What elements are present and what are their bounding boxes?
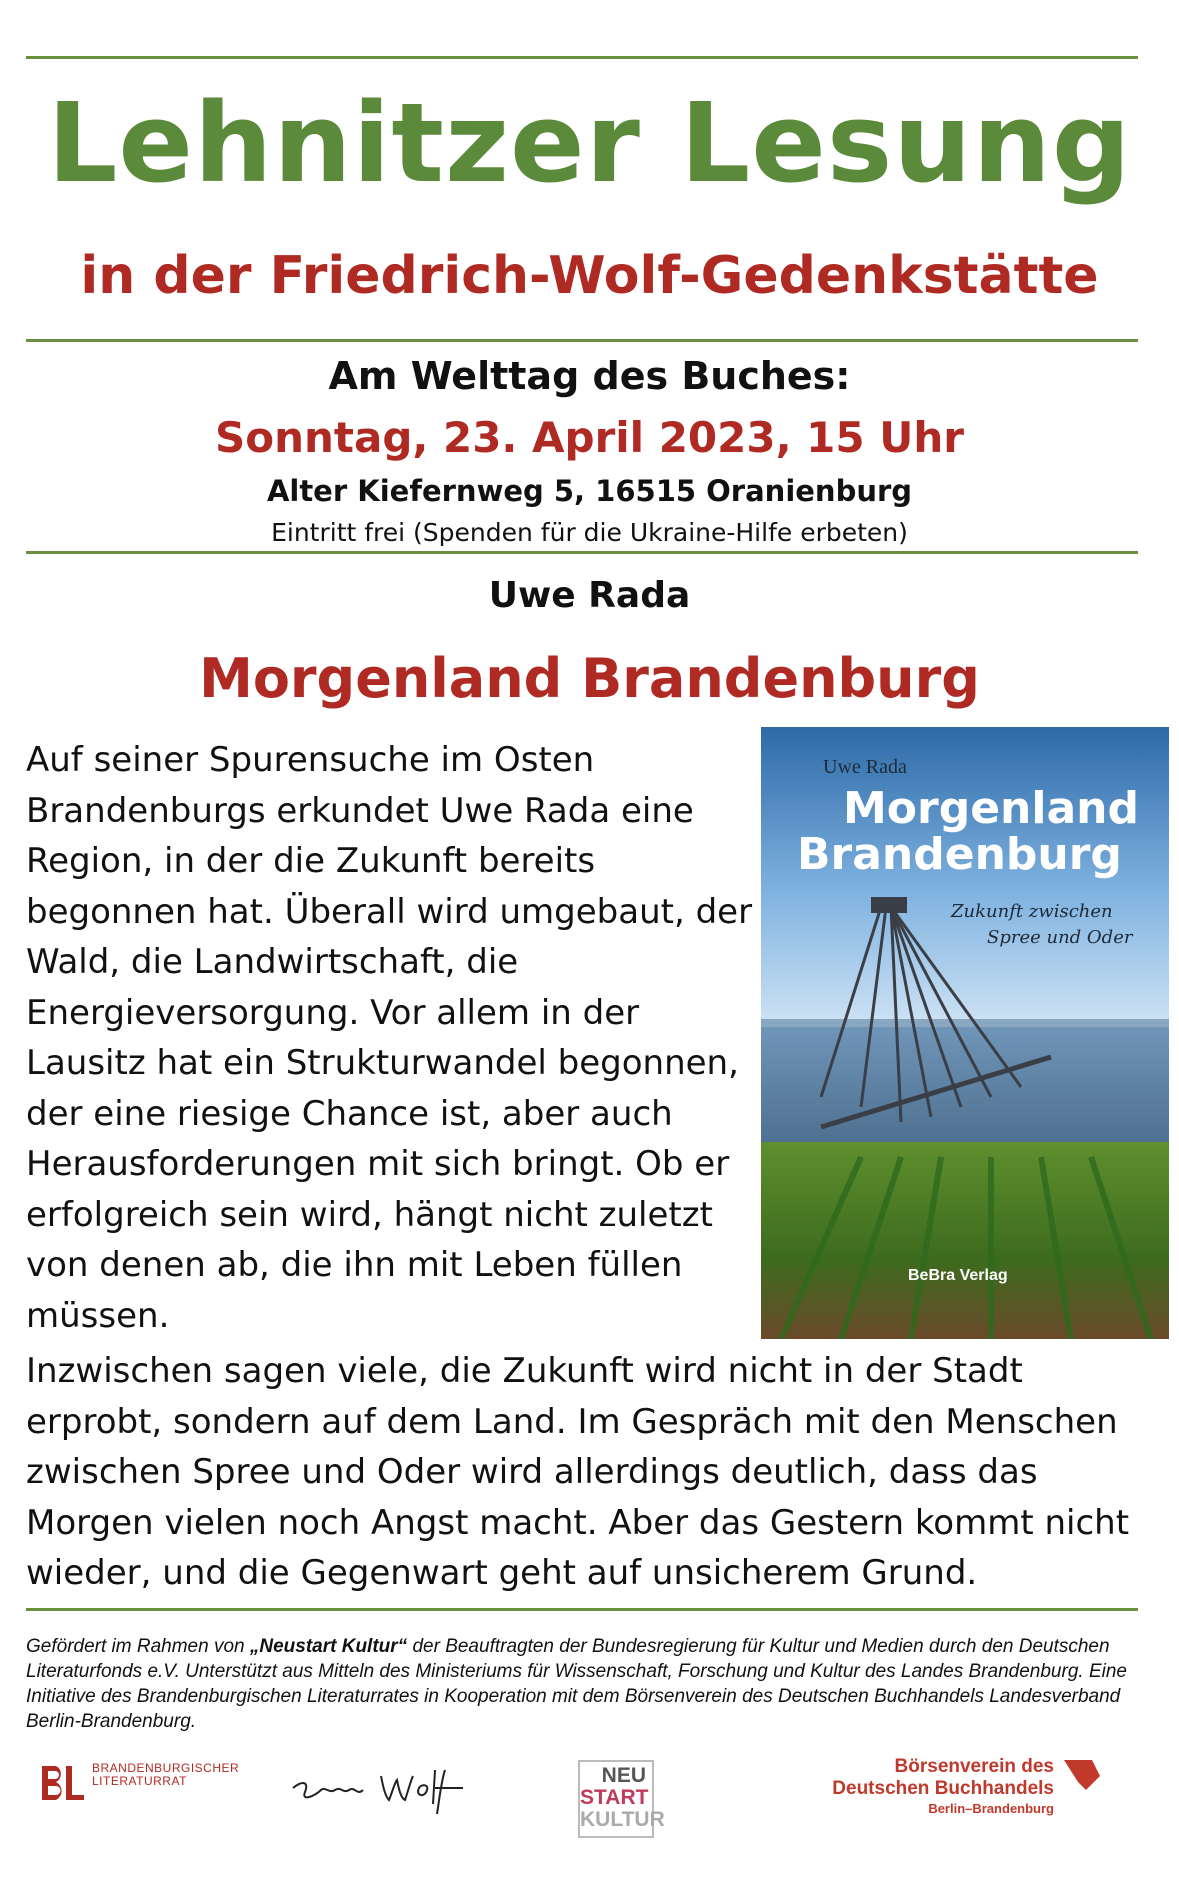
blr-logo-line2: LITERATURRAT [92, 1774, 187, 1788]
footnote-emphasis: „Neustart Kultur“ [249, 1636, 408, 1657]
divider-3 [26, 1608, 1138, 1611]
entry-note: Eintritt frei (Spenden für die Ukraine-Hilfe erbeten) [271, 518, 908, 547]
book-cover-image [761, 727, 1169, 1339]
page-subtitle: in der Friedrich-Wolf-Gedenkstätte [80, 246, 1099, 306]
signature-icon [285, 1752, 465, 1822]
cover-subtitle-line1: Zukunft zwischen [951, 901, 1113, 922]
blr-logo-icon [38, 1762, 86, 1802]
description-paragraph-1: Auf seiner Spurensuche im Osten Brandenburgs erkundet Uwe Rada eine Region, in der die Zukunft bereits begonnen hat. Überall wird umgebaut, der Wald, die Landwirtschaft, die Energieversorgung. Vor allem in der Lausitz hat ein Strukturwandel begonnen, der eine riesige Chance ist, aber auch Herausforderungen mit sich bringt. Ob er erfolgreich sein wird, hängt nicht zuletzt von denen ab, die ihn mit Leben füllen müssen. [26, 740, 753, 1336]
cover-title-line2: Brandenburg [797, 829, 1122, 880]
bv-line1: Börsenverein des [894, 1756, 1054, 1777]
bv-line3: Berlin–Brandenburg [928, 1801, 1054, 1816]
neustart-kultur-logo [578, 1760, 665, 1838]
cover-title-line1: Morgenland [843, 783, 1139, 834]
book-title: Morgenland Brandenburg [199, 647, 980, 710]
funding-footnote [26, 1634, 1146, 1734]
cover-subtitle-line2: Spree und Oder [987, 927, 1133, 948]
neustart-line1: NEU [601, 1764, 646, 1787]
neustart-line2: START [580, 1786, 649, 1809]
bv-line2: Deutschen Buchhandels [832, 1778, 1054, 1799]
brandenburgischer-literaturrat-logo [38, 1758, 238, 1806]
top-rule [26, 56, 1138, 59]
occasion-heading: Am Welttag des Buches: [328, 354, 851, 398]
page-title: Lehnitzer Lesung [47, 79, 1132, 207]
event-address: Alter Kiefernweg 5, 16515 Oranienburg [266, 474, 913, 508]
boersenverein-logo-icon [1056, 1756, 1100, 1796]
friedrich-wolf-signature-logo [285, 1752, 465, 1822]
footnote-pre: Gefördert im Rahmen von [26, 1636, 250, 1657]
boersenverein-logo [820, 1756, 1100, 1826]
cover-publisher: BeBra Verlag [908, 1267, 1008, 1284]
blr-logo-line1: BRANDENBURGISCHER [92, 1761, 240, 1775]
author-name: Uwe Rada [488, 575, 691, 616]
footnote-post: der Beauftragten der Bundesregierung für Kultur und Medien durch den Deutschen Literaturfonds e.V. Unterstützt aus Mitteln des Ministeriums für Wissenschaft, Forschung und Kultur des Landes Brandenburg. Eine Initiative des Brandenburgischen Literaturrates in Kooperation mit dem Börsenverein des Deutschen Buchhandels Landesverband Berlin-Brandenburg. [26, 1636, 1127, 1732]
event-date: Sonntag, 23. April 2023, 15 Uhr [215, 413, 964, 462]
divider-1 [26, 339, 1138, 342]
description-paragraph-2: Inzwischen sagen viele, die Zukunft wird nicht in der Stadt erprobt, sondern auf dem Land. Im Gespräch mit den Menschen zwischen Spree und Oder wird allerdings deutlich, dass das Morgen vielen noch Angst macht. Aber das Gestern kommt nicht wieder, und die Gegenwart geht auf unsicherem Grund. [26, 1351, 1130, 1593]
divider-2 [26, 551, 1138, 554]
neustart-line3: KULTUR [580, 1808, 665, 1831]
cover-author: Uwe Rada [823, 756, 907, 778]
book-cover-art [761, 727, 1169, 1339]
